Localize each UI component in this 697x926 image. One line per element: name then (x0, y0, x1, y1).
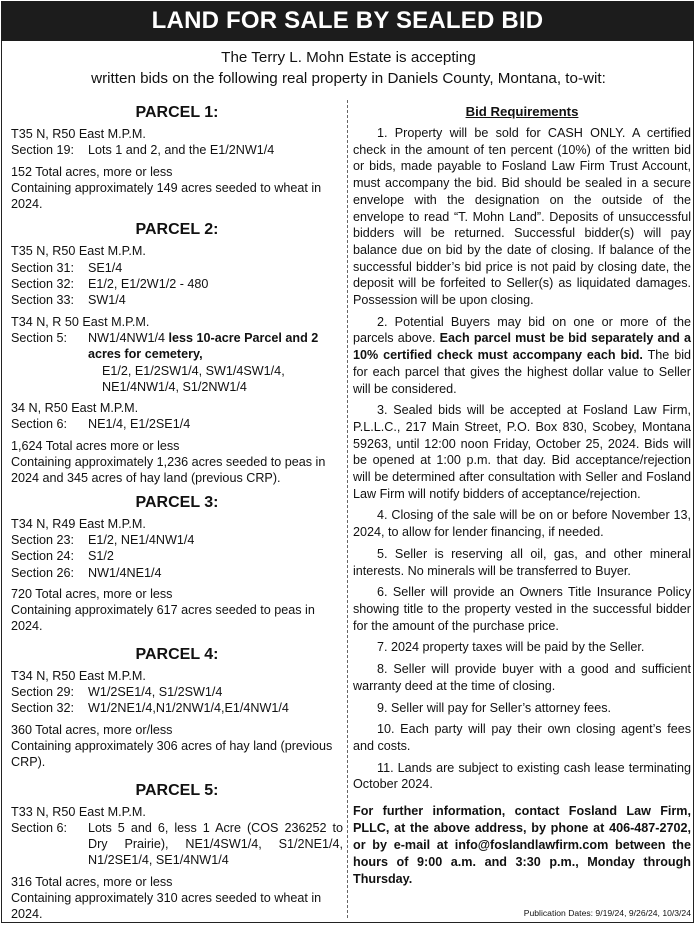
section-label: Section 19: (11, 143, 75, 158)
parcel-4-section-29 (11, 684, 343, 700)
parcel-1-acres: 152 Total acres, more or less (11, 164, 173, 179)
requirement-4: 4. Closing of the sale will be on or before November 13, 2024, to allow for lender financing, if needed. (353, 508, 691, 540)
page-title: LAND FOR SALE BY SEALED BID (1, 1, 694, 41)
parcel-2-section-6 (11, 416, 343, 432)
section-value (88, 330, 343, 395)
requirement-3: 3. Sealed bids will be accepted at Fosland Law Firm, P.L.L.C., 217 Main Street, P.O. Box 830, Scobey, Montana 59263, until 12:00 noon Friday, October 25, 2024. Bids will be opened at 1:00 p.m. that day. Bid acceptance/rejection will be determined after consultation with Seller and Fosland Law Firm will notify bidders of acceptance/rejection. (353, 403, 691, 501)
section-label: Section 6: (11, 417, 68, 432)
parcel-2-section-31 (11, 260, 343, 276)
parcel-1-seeded: Containing approximately 149 acres seeded to wheat in 2024. (11, 180, 322, 212)
parcel-5-township: T33 N, R50 East M.P.M. (11, 804, 146, 819)
publication-dates: Publication Dates: 9/19/24, 9/26/24, 10/3/24 (523, 908, 691, 918)
section-label: Section 32: (11, 701, 75, 716)
requirement-6: 6. Seller will provide an Owners Title Insurance Policy showing title to the property vested in the successful bidder for the amount of the purchase price. (353, 585, 691, 633)
parcel-5-title: PARCEL 5: (135, 781, 219, 799)
section-value: E1/2, E1/2W1/2 - 480 (88, 277, 209, 292)
section-value-part: NW1/4NW1/4 (88, 330, 169, 345)
requirement-5: 5. Seller is reserving all oil, gas, and other mineral interests. No minerals will be transferred to Buyer. (353, 546, 691, 578)
parcel-3-section-23 (11, 532, 343, 548)
parcel-3-acres: 720 Total acres, more or less (11, 586, 173, 601)
parcel-4-acres: 360 Total acres, more or/less (11, 722, 173, 737)
parcel-5-section-6 (11, 820, 343, 869)
intro-line-2: written bids on the following real property in Daniels County, Montana, to-wit: (91, 70, 606, 87)
section-value: SW1/4 (88, 293, 126, 308)
section-value: SE1/4 (88, 260, 123, 275)
bid-requirements-heading: Bid Requirements (465, 104, 579, 119)
section-value: W1/2NE1/4,N1/2NW1/4,E1/4NW1/4 (88, 701, 289, 716)
parcel-5-acres: 316 Total acres, more or less (11, 874, 173, 889)
parcel-2-township-3: 34 N, R50 East M.P.M. (11, 401, 139, 416)
requirement-2 (353, 314, 691, 398)
requirement-text: The bid for each parcel that gives the highest dollar value to Seller will be considered. (353, 348, 692, 396)
parcel-3-section-26 (11, 565, 343, 581)
parcel-4-section-32 (11, 700, 343, 716)
parcel-3-seeded: Containing approximately 617 acres seeded to peas in 2024. (11, 603, 315, 634)
requirement-10: 10. Each party will pay their own closing agent’s fees and costs. (353, 722, 691, 753)
section-label: Section 6: (11, 820, 68, 835)
section-value-bold: less 10-acre Parcel and 2 acres for cemetery, (88, 330, 319, 362)
parcel-1-section-19 (11, 142, 343, 158)
requirement-7: 7. 2024 property taxes will be paid by the Seller. (377, 640, 645, 655)
section-label: Section 29: (11, 685, 75, 700)
requirement-text: 2. Potential Buyers may bid on one or more of the parcels above. (353, 314, 691, 346)
content-columns (3, 100, 692, 922)
parcel-4-title: PARCEL 4: (135, 645, 219, 663)
requirement-8: 8. Seller will provide buyer with a good and sufficient warranty deed at the time of closing. (353, 662, 691, 693)
requirement-9: 9. Seller will pay for Seller’s attorney fees. (377, 700, 612, 715)
column-divider (347, 100, 348, 918)
section-label: Section 24: (11, 549, 75, 564)
parcel-2-section-32 (11, 276, 343, 292)
requirement-11: 11. Lands are subject to existing cash lease terminating October 2024. (353, 760, 691, 792)
requirement-1: 1. Property will be sold for CASH ONLY. A certified check in the amount of ten percent (10%) of the written bid or bids, made payable to Fosland Law Firm Trust Account, must accompany the bid. Bid should be sealed in a secure envelope with the designation on the outside of the envelope to read “T. Mohn Land”. Deposits of unsuccessful bidders will be returned. Successful bidder(s) will pay balance due on bid by the date of closing. If balance of the successful bidder’s bid price is not paid by closing date, the deposit will be forfeited to Seller(s) as liquidated damages. Possession will be upon closing. (353, 126, 691, 308)
section-value: S1/2 (88, 549, 114, 564)
contact-info: For further information, contact Fosland Law Firm, PLLC, at the above address, by phone at 406-487-2702, or by e-mail at info@foslandlawfirm.com between the hours of 9:00 a.m. and 3:30 p.m., Monday through Thursday. (353, 804, 691, 887)
intro-line-1: The Terry L. Mohn Estate is accepting (221, 49, 476, 66)
section-value: Lots 5 and 6, less 1 Acre (COS 236252 to Dry Prairie), NE1/4SW1/4, S1/2NE1/4, N1/2SE1/4, SE1/4NW1/4 (88, 820, 343, 868)
section-value: NW1/4NE1/4 (88, 565, 162, 580)
section-label: Section 33: (11, 293, 75, 308)
parcel-2-township: T35 N, R50 East M.P.M. (11, 244, 146, 259)
requirement-bold-text: Each parcel must be bid separately and a 10% certified check must accompany each bid. (353, 331, 691, 363)
parcel-2-acres: 1,624 Total acres more or less (11, 438, 180, 453)
section-label: Section 26: (11, 565, 75, 580)
section-label: Section 23: (11, 532, 75, 547)
section-label: Section 5: (11, 330, 68, 345)
parcel-1-title: PARCEL 1: (135, 104, 219, 121)
parcel-3-section-24 (11, 548, 343, 564)
parcel-5-seeded: Containing approximately 310 acres seeded to wheat in 2024. (11, 890, 322, 922)
section-value: Lots 1 and 2, and the E1/2NW1/4 (88, 143, 275, 158)
parcel-4-seeded: Containing approximately 306 acres of hay land (previous CRP). (11, 738, 333, 770)
section-value: E1/2, NE1/4NW1/4 (88, 532, 195, 547)
parcel-2-seeded: Containing approximately 1,236 acres seeded to peas in 2024 and 345 acres of hay land (previous CRP). (11, 455, 326, 486)
parcel-2-township-2: T34 N, R 50 East M.P.M. (11, 314, 150, 329)
parcel-4-township: T34 N, R50 East M.P.M. (11, 668, 146, 683)
intro-text (10, 47, 687, 89)
parcel-3-title: PARCEL 3: (135, 493, 219, 511)
parcel-1-township: T35 N, R50 East M.P.M. (11, 127, 146, 141)
section-value: NE1/4, E1/2SE1/4 (88, 417, 191, 432)
parcel-3-township: T34 N, R49 East M.P.M. (11, 516, 146, 531)
parcel-2-section-5 (11, 330, 343, 395)
section-label: Section 31: (11, 260, 75, 275)
bid-requirements-column (353, 100, 691, 888)
section-value: W1/2SE1/4, S1/2SW1/4 (88, 685, 223, 700)
parcel-2-title: PARCEL 2: (135, 221, 219, 239)
parcel-2-section-33 (11, 292, 343, 308)
section-value-part: E1/2, E1/2SW1/4, SW1/4SW1/4, NE1/4NW1/4, S1/2NW1/4 (102, 363, 285, 394)
section-label: Section 32: (11, 277, 75, 292)
parcel-column (11, 100, 343, 923)
